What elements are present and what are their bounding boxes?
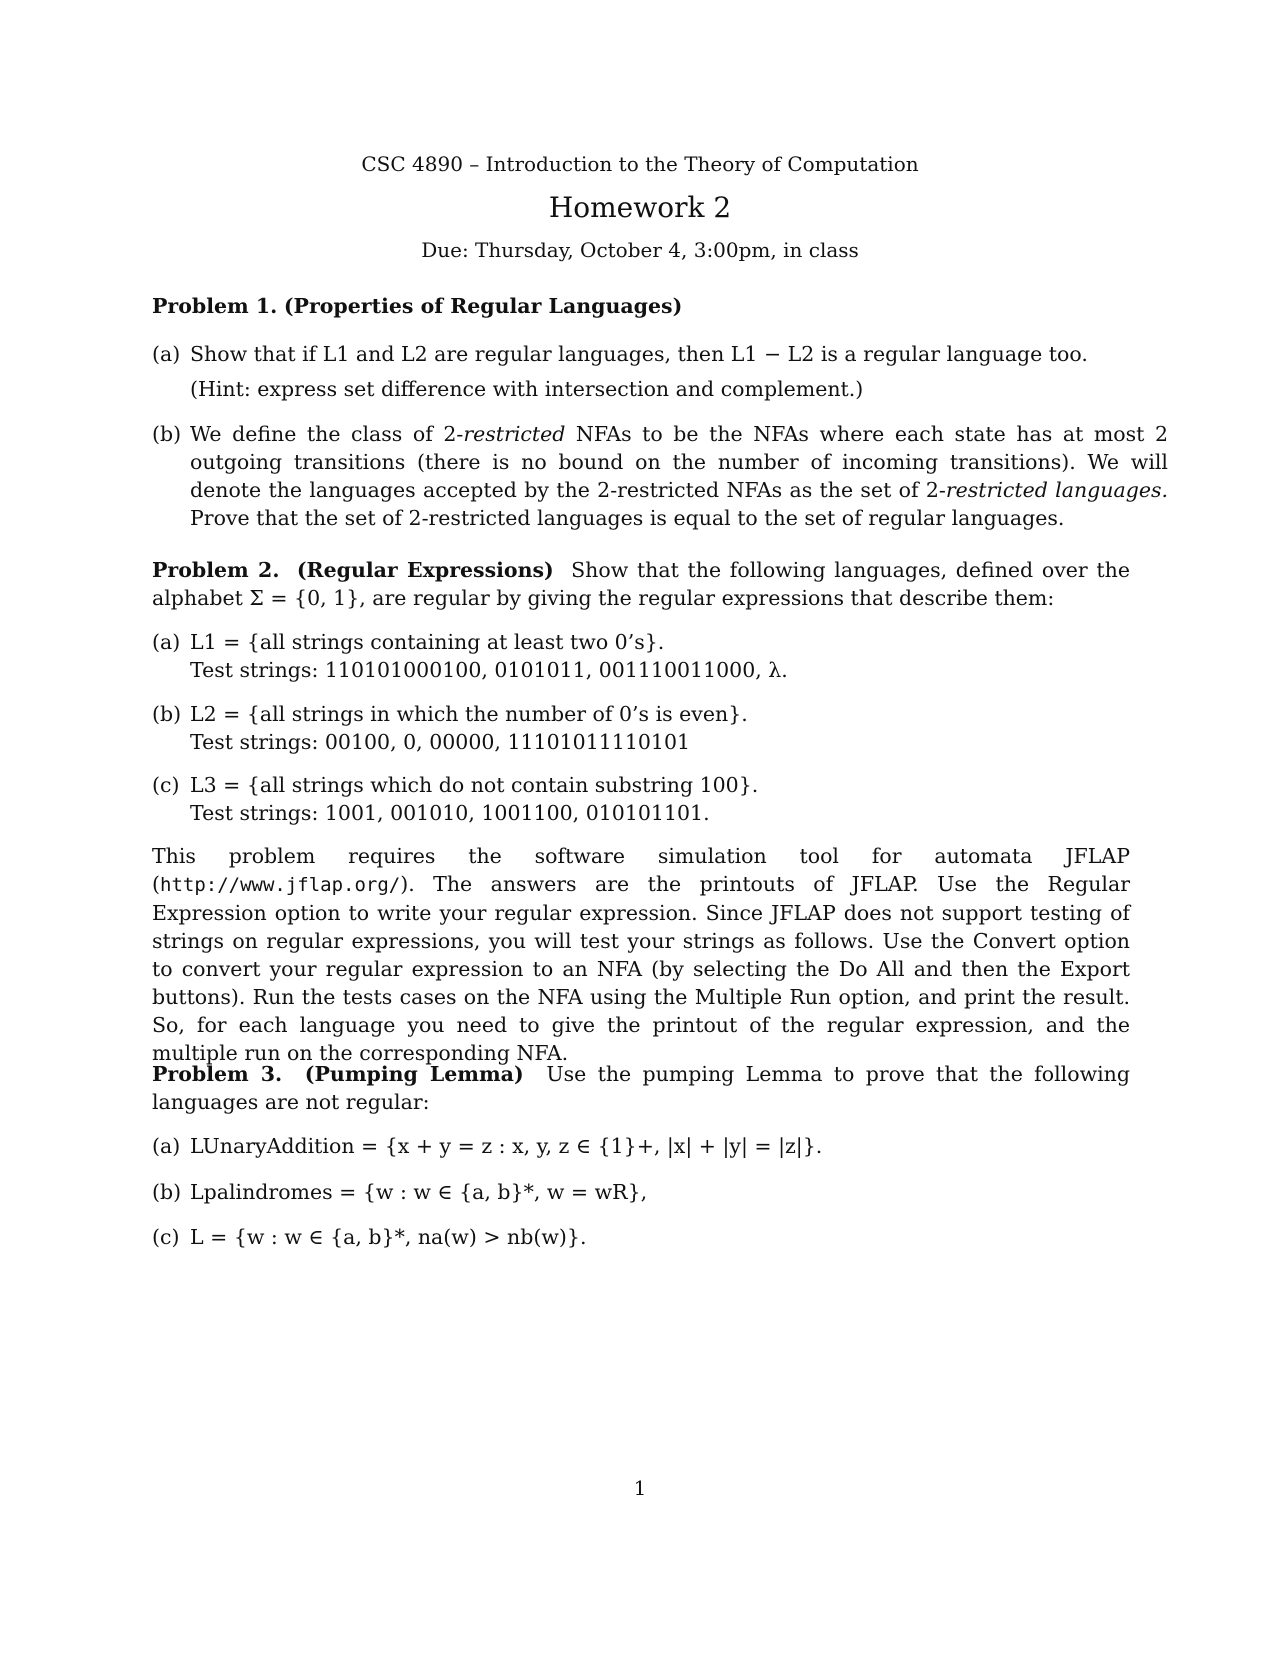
problem-1b-text-2: NFAs to be the NFAs where each state has at most 2 outgoing transitions (there is no bound on the number of incoming transitions). We will denote the languages accepted by the 2-restricted NFAs as the set of 2-	[190, 422, 1168, 502]
problem-2b-tests: Test strings: 00100, 0, 00000, 11101011110101	[190, 730, 691, 754]
problem-2-heading	[152, 556, 1130, 612]
problem-3-label: Problem 3.	[152, 1062, 283, 1086]
problem-1b	[152, 420, 1168, 532]
problem-3b-label: (b)	[152, 1180, 182, 1204]
problem-1b-text-1: We define the class of 2-	[190, 422, 464, 446]
problem-2c	[152, 771, 1130, 827]
problem-1-heading	[152, 292, 1130, 320]
problem-3-intro: Use the pumping Lemma to prove that the following languages are not regular:	[152, 1062, 1130, 1114]
jflap-text-1: This problem requires the software simulation tool for automata JFLAP (	[152, 844, 1130, 896]
problem-1b-label: (b)	[152, 422, 182, 446]
jflap-text-2: ). The answers are the printouts of JFLAP. Use the Regular Expression option to write your regular expression. Since JFLAP does not support testing of strings on regular expressions, you will test your strings as follows. Use the Convert option to convert your regular expression to an NFA (by selecting the Do All and then the Export buttons). Run the tests cases on the NFA using the Multiple Run option, and print the result. So, for each language you need to give the printout of the regular expression, and the multiple run on the corresponding NFA.	[152, 872, 1130, 1065]
problem-3b-text: Lpalindromes = {w : w ∈ {a, b}*, w = wR},	[190, 1180, 648, 1204]
problem-2-topic: (Regular Expressions)	[296, 558, 554, 582]
jflap-url-link[interactable]: http://www.jflap.org/	[160, 874, 401, 896]
problem-1b-italic-1: restricted	[463, 422, 566, 446]
problem-3a-label: (a)	[152, 1134, 181, 1158]
problem-2c-text: L3 = {all strings which do not contain substring 100}.	[190, 773, 759, 797]
problem-1a-hint: (Hint: express set difference with intersection and complement.)	[190, 377, 864, 401]
problem-1a	[152, 340, 1130, 368]
problem-1b-text-3: Prove that the set of 2-restricted languages is equal to the set of regular languages.	[190, 506, 1065, 530]
problem-1-topic: (Properties of Regular Languages)	[283, 294, 683, 318]
problem-3c	[152, 1223, 1130, 1251]
problem-3-heading	[152, 1060, 1130, 1116]
problem-2a	[152, 628, 1130, 684]
problem-2-intro: Show that the following languages, defined over the alphabet Σ = {0, 1}, are regular by giving the regular expressions that describe them:	[152, 558, 1130, 610]
problem-2a-text: L1 = {all strings containing at least two 0’s}.	[190, 630, 665, 654]
problem-1a-text: Show that if L1 and L2 are regular languages, then L1 − L2 is a regular language too.	[190, 342, 1088, 366]
problem-2b-label: (b)	[152, 702, 182, 726]
problem-1a-label: (a)	[152, 342, 181, 366]
problem-2a-tests: Test strings: 110101000100, 0101011, 001110011000, λ.	[190, 658, 788, 682]
problem-3b	[152, 1178, 1130, 1206]
problem-2c-label: (c)	[152, 773, 180, 797]
problem-2b	[152, 700, 1130, 756]
problem-2c-tests: Test strings: 1001, 001010, 1001100, 010101101.	[190, 801, 710, 825]
problem-2b-text: L2 = {all strings in which the number of 0’s is even}.	[190, 702, 748, 726]
problem-3-topic: (Pumping Lemma)	[304, 1062, 524, 1086]
course-title: CSC 4890 – Introduction to the Theory of Computation	[361, 152, 919, 176]
problem-3a	[152, 1132, 1130, 1160]
problem-3c-text: L = {w : w ∈ {a, b}*, na(w) > nb(w)}.	[190, 1225, 587, 1249]
problem-3a-text: LUnaryAddition = {x + y = z : x, y, z ∈ {1}+, |x| + |y| = |z|}.	[190, 1134, 823, 1158]
problem-1-label: Problem 1.	[152, 294, 278, 318]
problem-3c-label: (c)	[152, 1225, 180, 1249]
page-number: 1	[633, 1476, 647, 1500]
due-date: Due: Thursday, October 4, 3:00pm, in class	[421, 238, 859, 262]
problem-2a-label: (a)	[152, 630, 181, 654]
problem-2-jflap-paragraph	[152, 842, 1130, 1067]
homework-title: Homework 2	[548, 191, 732, 224]
problem-1b-italic-2: restricted languages.	[945, 478, 1168, 502]
problem-2-label: Problem 2.	[152, 558, 280, 582]
